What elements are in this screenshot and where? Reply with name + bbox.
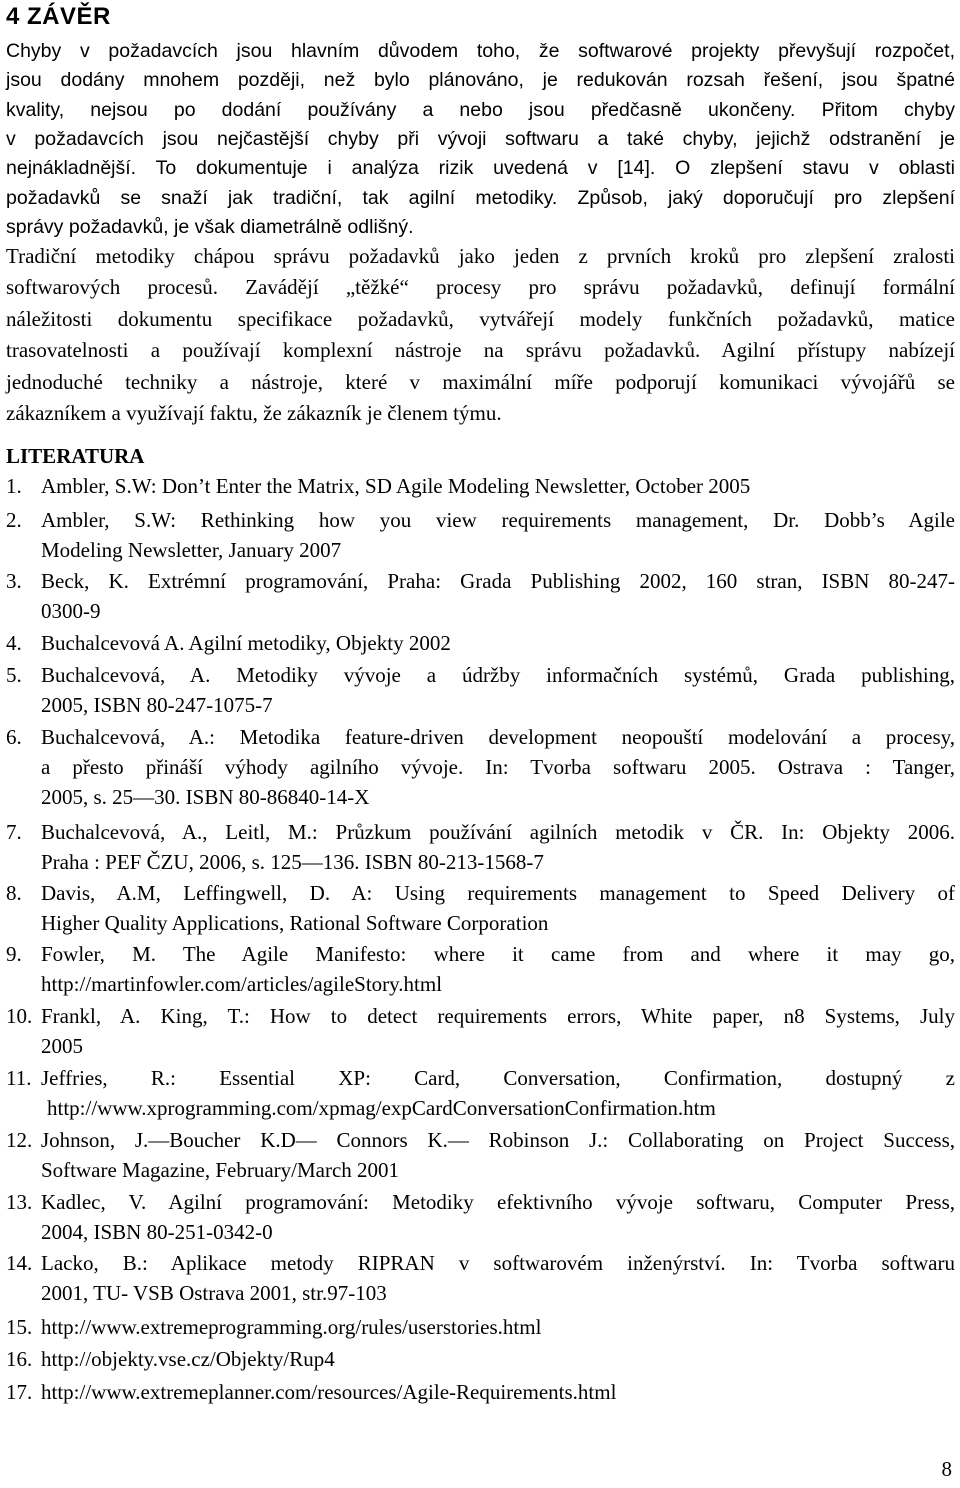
reference-number: 11. bbox=[6, 1066, 32, 1090]
page-number: 8 bbox=[941, 1457, 952, 1481]
reference-text: 2001, TU- VSB Ostrava 2001, str.97-103 bbox=[41, 1281, 387, 1305]
paragraph-line: zákazníkem a využívají faktu, že zákazník je členem týmu. bbox=[6, 401, 502, 425]
reference-text: Kadlec, V. Agilní programování: Metodiky efektivního vývoje softwaru, Computer Press, bbox=[41, 1190, 955, 1214]
reference-number: 9. bbox=[6, 942, 22, 966]
reference-text: a přesto přináší výhody agilního vývoje. In: Tvorba softwaru 2005. Ostrava : Tanger, bbox=[41, 755, 955, 779]
reference-number: 2. bbox=[6, 508, 22, 532]
reference-text: http://www.extremeplanner.com/resources/Agile-Requirements.html bbox=[41, 1380, 617, 1404]
reference-text: Lacko, B.: Aplikace metody RIPRAN v softwarovém inženýrství. In: Tvorba softwaru bbox=[41, 1251, 955, 1275]
reference-text: http://www.extremeprogramming.org/rules/userstories.html bbox=[41, 1315, 542, 1339]
reference-text: Fowler, M. The Agile Manifesto: where it came from and where it may go, bbox=[41, 942, 955, 966]
paragraph-line: správy požadavků, je však diametrálně odlišný. bbox=[6, 215, 414, 238]
reference-number: 15. bbox=[6, 1315, 33, 1339]
reference-number: 14. bbox=[6, 1251, 33, 1275]
reference-text: 0300-9 bbox=[41, 599, 101, 623]
reference-number: 7. bbox=[6, 820, 22, 844]
reference-text: Praha : PEF ČZU, 2006, s. 125—136. ISBN 80-213-1568-7 bbox=[41, 850, 544, 874]
paragraph-line: nejnákladnější. To dokumentuje i analýza rizik uvedená v [14]. O zlepšení stavu v oblasti bbox=[6, 157, 955, 180]
paragraph-line: Tradiční metodiky chápou správu požadavků jako jeden z prvních kroků pro zlepšení zralosti bbox=[6, 244, 955, 268]
reference-text: 2005, ISBN 80-247-1075-7 bbox=[41, 693, 273, 717]
reference-text: Buchalcevová, A.: Metodika feature-driven development neopouští modelování a procesy, bbox=[41, 725, 955, 749]
reference-text: 2005, s. 25—30. ISBN 80-86840-14-X bbox=[41, 785, 370, 809]
reference-text: Beck, K. Extrémní programování, Praha: Grada Publishing 2002, 160 stran, ISBN 80-247- bbox=[41, 569, 955, 593]
reference-number: 5. bbox=[6, 663, 22, 687]
paragraph-line: v požadavcích jsou nejčastější chyby při vývoji softwaru a také chyby, jejichž odstranění je bbox=[6, 127, 955, 150]
paragraph-line: softwarových procesů. Zavádějí „těžké“ procesy pro správu požadavků, definují formální bbox=[6, 275, 955, 300]
reference-text: http://objekty.vse.cz/Objekty/Rup4 bbox=[41, 1347, 335, 1371]
paragraph-line: trasovatelnosti a používají komplexní nástroje na správu požadavků. Agilní přístupy nabízejí bbox=[6, 338, 955, 363]
reference-text: 2004, ISBN 80-251-0342-0 bbox=[41, 1220, 273, 1244]
reference-number: 17. bbox=[6, 1380, 33, 1404]
reference-text: Jeffries, R.: Essential XP: Card, Conversation, Confirmation, dostupný z bbox=[41, 1066, 955, 1090]
reference-number: 8. bbox=[6, 881, 22, 905]
reference-text: Modeling Newsletter, January 2007 bbox=[41, 538, 342, 562]
reference-text: Buchalcevová, A., Leitl, M.: Průzkum používání agilních metodik v ČR. In: Objekty 2006. bbox=[41, 820, 955, 844]
reference-text: Frankl, A. King, T.: How to detect requirements errors, White paper, n8 Systems, July bbox=[41, 1004, 955, 1028]
reference-number: 16. bbox=[6, 1347, 33, 1371]
reference-text: Johnson, J.—Boucher K.D— Connors K.— Robinson J.: Collaborating on Project Success, bbox=[41, 1128, 955, 1152]
reference-number: 10. bbox=[6, 1004, 33, 1028]
reference-text: http://martinfowler.com/articles/agileStory.html bbox=[41, 972, 443, 996]
reference-text: Ambler, S.W: Don’t Enter the Matrix, SD Agile Modeling Newsletter, October 2005 bbox=[41, 474, 751, 498]
reference-number: 6. bbox=[6, 725, 22, 749]
reference-text: Davis, A.M, Leffingwell, D. A: Using requirements management to Speed Delivery of bbox=[41, 881, 955, 905]
reference-number: 13. bbox=[6, 1190, 33, 1214]
reference-number: 4. bbox=[6, 631, 22, 655]
reference-number: 12. bbox=[6, 1128, 33, 1152]
paragraph-line: jednoduché techniky a nástroje, které v maximální míře podporují komunikaci vývojářů se bbox=[6, 369, 955, 394]
literature-heading: LITERATURA bbox=[6, 444, 145, 468]
paragraph-line: Chyby v požadavcích jsou hlavním důvodem toho, že softwarové projekty převyšují rozpočet, bbox=[6, 40, 955, 62]
paragraph-line: požadavků se snaží jak tradiční, tak agilní metodiky. Způsob, jaký doporučují pro zlepšení bbox=[6, 186, 955, 209]
chapter-heading: 4 ZÁVĚR bbox=[6, 3, 111, 30]
reference-text: Higher Quality Applications, Rational Software Corporation bbox=[41, 911, 549, 935]
reference-text: Buchalcevová A. Agilní metodiky, Objekty 2002 bbox=[41, 631, 451, 655]
reference-text: Software Magazine, February/March 2001 bbox=[41, 1158, 400, 1182]
paragraph-line: kvality, nejsou po dodání používány a nebo jsou předčasně ukončeny. Přitom chyby bbox=[6, 98, 955, 121]
reference-text: Ambler, S.W: Rethinking how you view requirements management, Dr. Dobb’s Agile bbox=[41, 508, 955, 532]
paragraph-line: náležitosti dokumentu specifikace požadavků, vytvářejí modely funkčních požadavků, matice bbox=[6, 306, 955, 331]
reference-number: 3. bbox=[6, 569, 22, 593]
reference-text: 2005 bbox=[41, 1034, 83, 1058]
reference-text: http://www.xprogramming.com/xpmag/expCardConversationConfirmation.htm bbox=[47, 1096, 716, 1120]
reference-text: Buchalcevová, A. Metodiky vývoje a údržby informačních systémů, Grada publishing, bbox=[41, 663, 955, 687]
paragraph-line: jsou dodány mnohem později, než bylo plánováno, je redukován rozsah řešení, jsou špatné bbox=[6, 69, 955, 92]
reference-number: 1. bbox=[6, 474, 22, 498]
